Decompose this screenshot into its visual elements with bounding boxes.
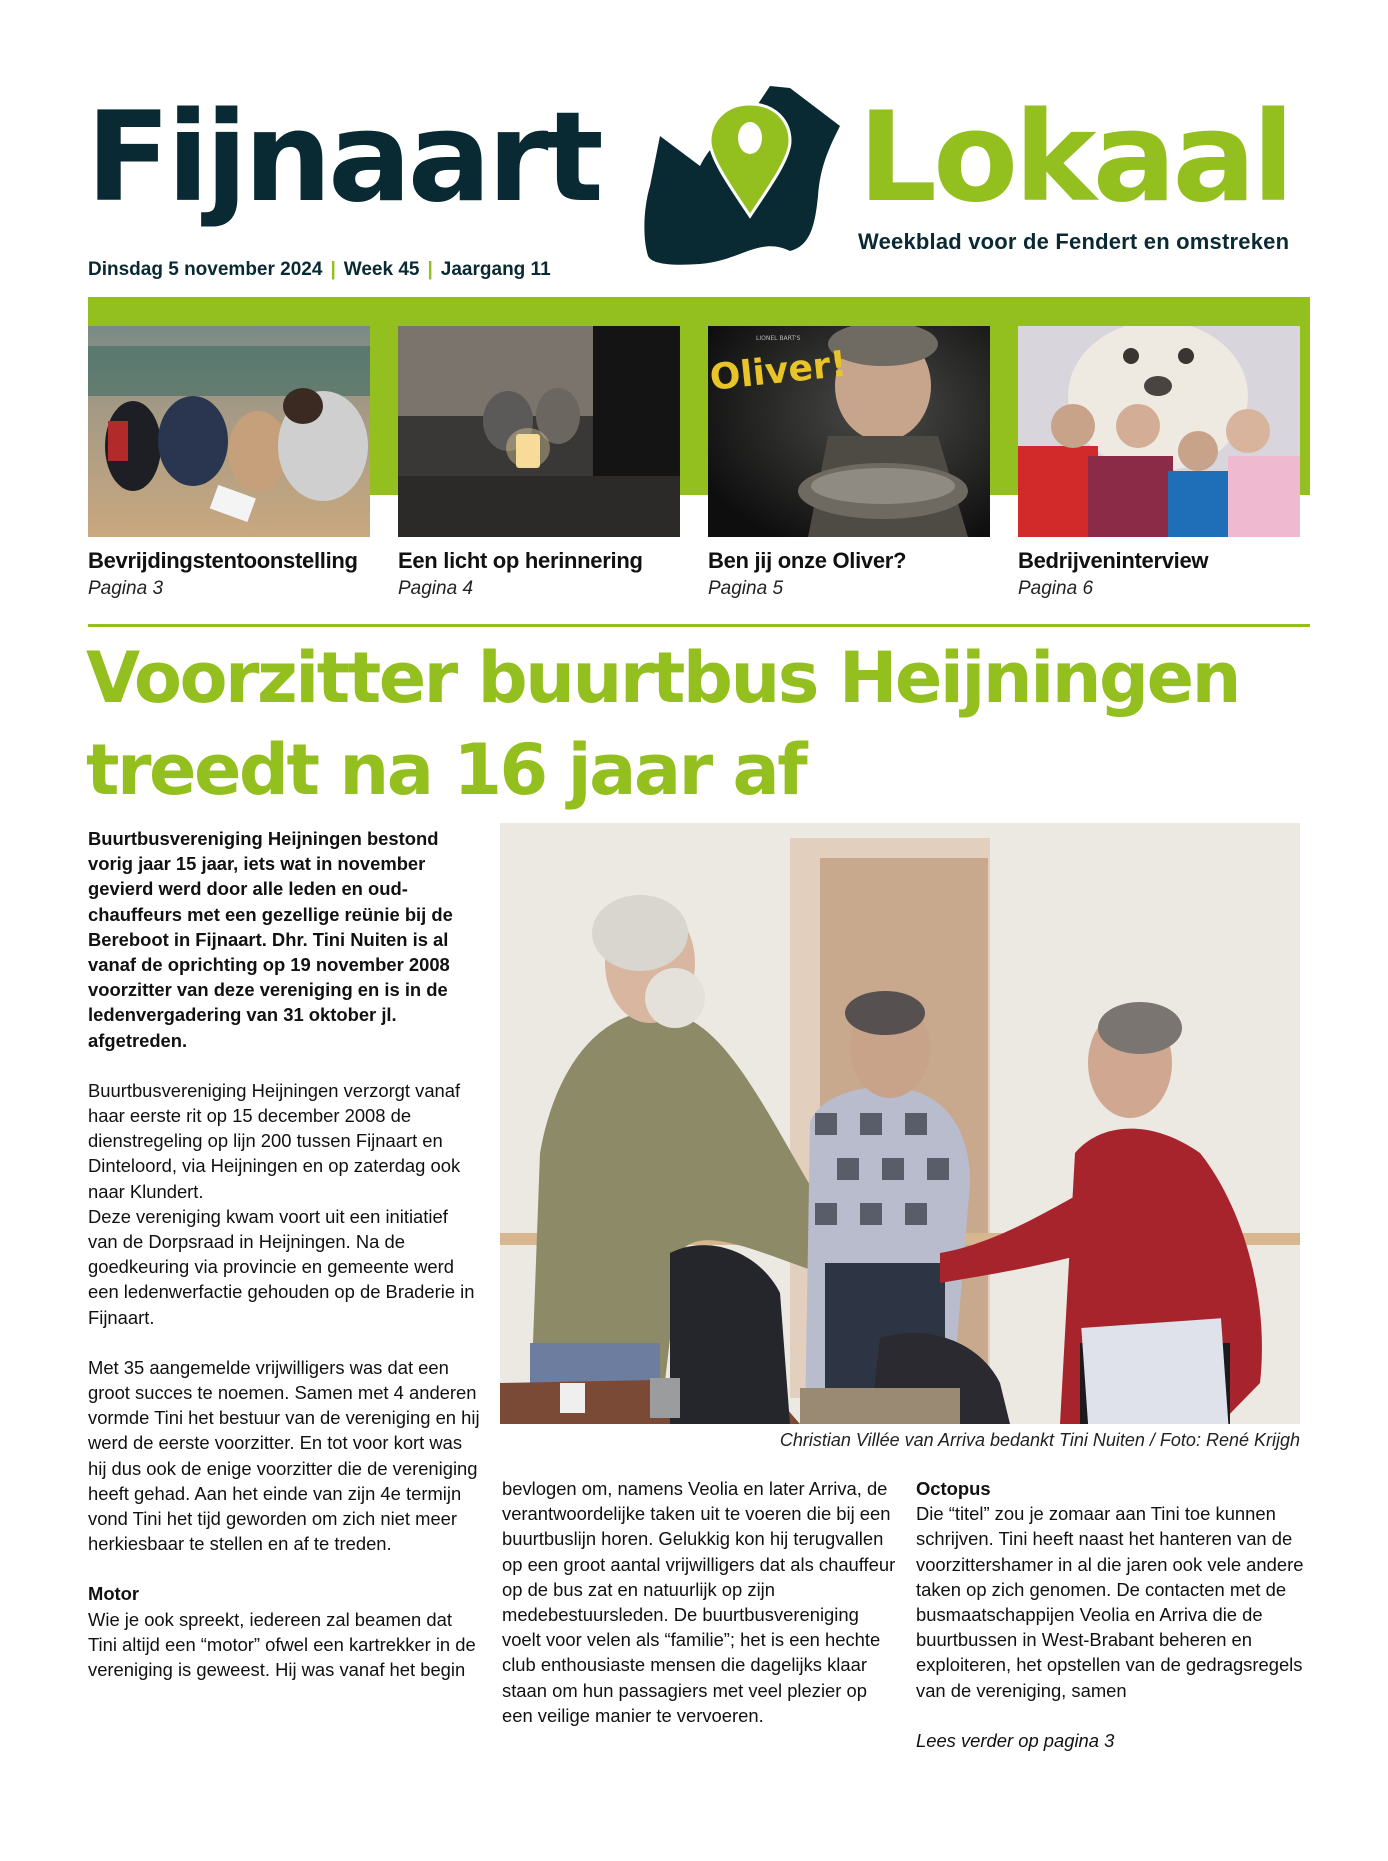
photo-candle-church (398, 326, 680, 537)
article-paragraph: Wie je ook spreekt, iedereen zal beamen dat Tini altijd een “motor” ofwel een kartrekker in de vereniging is geweest. Hij was vanaf het begin (88, 1608, 476, 1681)
article-column-3 (916, 1476, 1311, 1778)
article-headline (86, 632, 1326, 816)
article-paragraph: bevlogen om, namens Veolia en later Arriva, de verantwoordelijke taken uit te voeren die bij een buurtbuslijn horen. Gelukkig kon hij terugvallen op een groot aantal vrijwilligers dat als chauffeur op de bus zat en natuurlijk op zijn medebestuursleden. De buurtbusvereniging voelt voor velen als “familie”; het is een hechte club enthousiaste mensen die dagelijks klaar staan om hun passagiers met veel plezier op een veilige manier te vervoeren. (502, 1478, 896, 1726)
article-column-2 (502, 1476, 897, 1753)
headline-line-1: Voorzitter buurtbus Heijningen (86, 637, 1239, 719)
separator: | (330, 259, 336, 280)
oliver-logo-small: LIONEL BART'S (756, 335, 801, 342)
masthead-tagline: Weekblad voor de Fendert en omstreken (858, 229, 1290, 254)
issue-date: Dinsdag 5 november 2024 (88, 259, 323, 280)
teaser-page-2[interactable]: Pagina 4 (398, 578, 474, 599)
divider (88, 624, 1310, 627)
photo-handover (500, 823, 1300, 1424)
masthead-title-left: Fijnaart (86, 86, 600, 230)
oliver-logo: Oliver! (708, 343, 849, 399)
teaser-title-1[interactable]: Bevrijdingstentoonstelling (88, 548, 358, 573)
dateline (88, 259, 551, 281)
masthead-title-right: Lokaal (858, 86, 1291, 230)
paragraph-text: Deze vereniging kwam voort uit een initiatief van de Dorpsraad in Heijningen. Na de goedkeuring via provincie en gemeente werd een ledenwerfactie gehouden op de Braderie in Fijnaart. (88, 1205, 475, 1328)
photo-children-kneeling (88, 326, 370, 537)
article-paragraph: Met 35 aangemelde vrijwilligers was dat een groot succes te noemen. Samen met 4 anderen vormde Tini het bestuur van de vereniging en hij werd de eerste voorzitter. En tot voor kort was hij dus ook de enige voorzitter die de vereniging heeft gehad. Aan het einde van zijn 4e termijn vond Tini het tijd geworden om zich niet meer herkiesbaar te stellen en af te treden. (88, 1356, 480, 1555)
photo-caption: Christian Villée van Arriva bedankt Tini Nuiten / Foto: René Krijgh (779, 1430, 1300, 1450)
teaser-title-2[interactable]: Een licht op herinnering (398, 548, 643, 573)
issue-volume: Jaargang 11 (440, 259, 551, 280)
photo-oliver-musical (708, 326, 990, 537)
teaser-photo-business[interactable] (1018, 326, 1300, 537)
article-paragraph: Die “titel” zou je zomaar aan Tini toe kunnen schrijven. Tini heeft naast het hanteren van de voorzittershamer in al die jaren ook vele andere taken op zich genomen. De contacten met de busmaatschappijen Veolia en Arriva die de buurtbussen in West-Brabant beheren en exploiteren, het opstellen van de gedragsregels van de vereniging, samen (916, 1503, 1304, 1701)
article-column-1 (88, 826, 480, 1707)
teaser-photo-oliver[interactable] (708, 326, 990, 537)
map-pin-region-icon (640, 86, 870, 266)
teaser-title-4[interactable]: Bedrijveninterview (1018, 548, 1209, 573)
teaser-photo-candle[interactable] (398, 326, 680, 537)
teaser-page-3[interactable]: Pagina 5 (708, 578, 784, 599)
separator: | (427, 259, 433, 280)
teaser-page-1[interactable]: Pagina 3 (88, 578, 164, 599)
article-lead: Buurtbusvereniging Heijningen bestond vorig jaar 15 jaar, iets wat in november gevierd werd door alle leden en oud-chauffeurs met een gezellige reünie bij de Bereboot in Fijnaart. Dhr. Tini Nuiten is al vanaf de oprichting op 19 november 2008 voorzitter van deze vereniging en is in de ledenvergadering van 31 oktober jl. afgetreden. (88, 828, 453, 1051)
continued-link[interactable]: Lees verder op pagina 3 (916, 1729, 1115, 1751)
headline-line-2: treedt na 16 jaar af (86, 729, 806, 811)
teaser-page-4[interactable]: Pagina 6 (1018, 578, 1094, 599)
photo-group-with-dog (1018, 326, 1300, 537)
teaser-title-3[interactable]: Ben jij onze Oliver? (708, 548, 907, 573)
article-paragraph (88, 1078, 480, 1330)
subheading-octopus: Octopus (916, 1478, 991, 1499)
subheading-motor: Motor (88, 1583, 140, 1605)
teaser-photo-exhibition[interactable] (88, 326, 370, 537)
paragraph-text: Buurtbusvereniging Heijningen verzorgt vanaf haar eerste rit op 15 december 2008 de dienstregeling op lijn 200 tussen Fijnaart en Dinteloord, via Heijningen en op zaterdag ook naar Klundert. (88, 1079, 461, 1202)
article-photo (500, 823, 1300, 1424)
issue-week: Week 45 (343, 259, 420, 280)
